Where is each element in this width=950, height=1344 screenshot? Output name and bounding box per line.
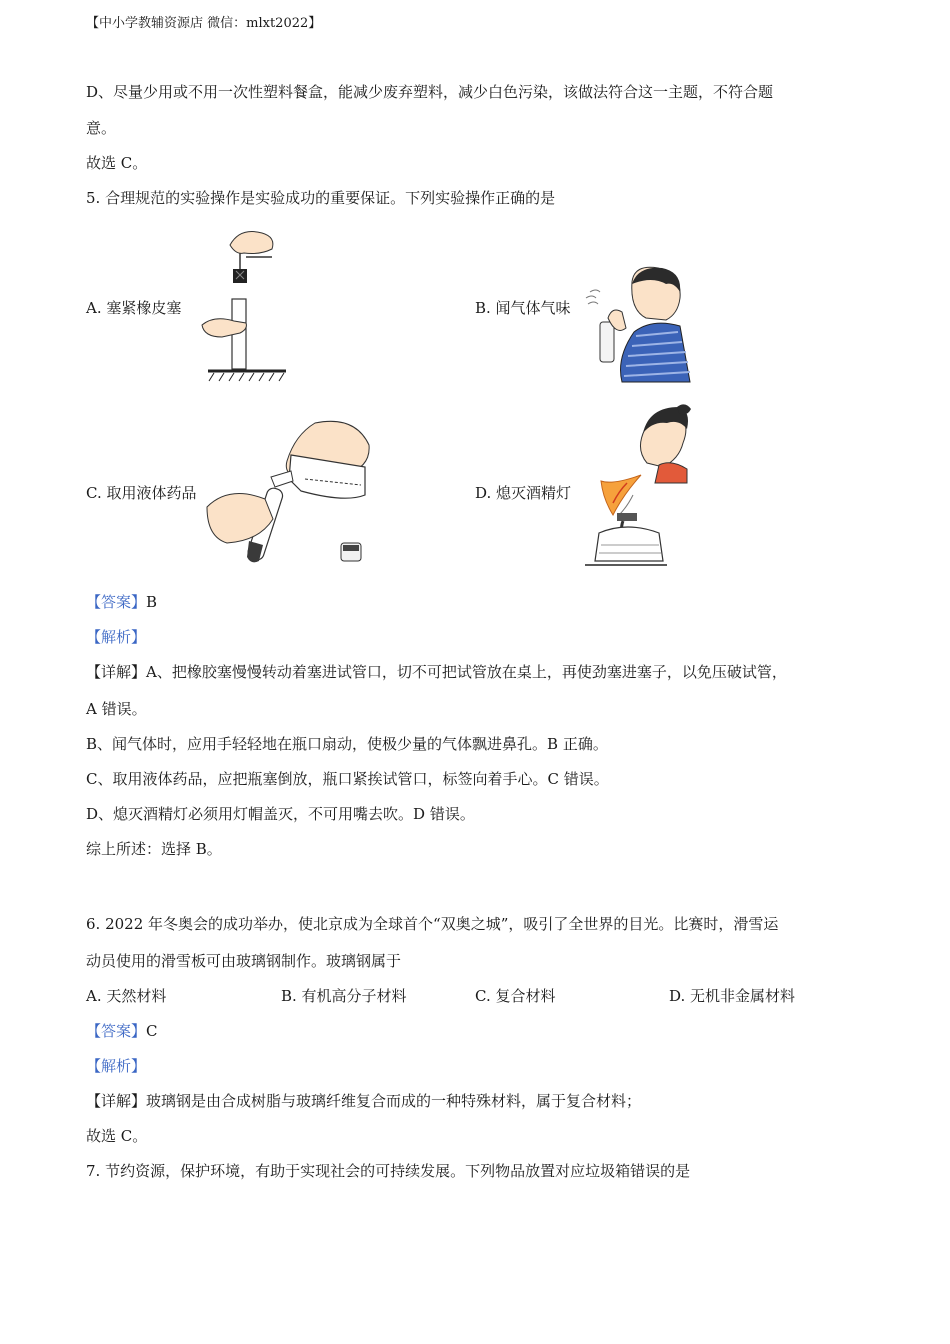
q5-detail-a-line1	[86, 662, 787, 682]
q6-choice-a: A. 天然材料	[86, 987, 167, 1005]
q5-option-d-label: D. 熄灭酒精灯	[475, 484, 572, 502]
q6-analysis-tag: 【解析】	[86, 1057, 147, 1075]
detail-text: A、把橡胶塞慢慢转动着塞进试管口，切不可把试管放在桌上，再使劲塞进塞子，以免压破试管，	[146, 663, 787, 681]
detail-tag: 【详解】	[86, 1092, 147, 1110]
q6-answer-line	[86, 1021, 158, 1041]
q6-stem-line2: 动员使用的滑雪板可由玻璃钢制作。玻璃钢属于	[86, 952, 402, 970]
q5-option-b-label: B. 闻气体气味	[475, 299, 571, 317]
q7-stem: 7. 节约资源，保护环境，有助于实现社会的可持续发展。下列物品放置对应垃圾箱错误的是	[86, 1162, 691, 1180]
q5-summary: 综上所述：选择 B。	[86, 840, 222, 858]
pour-liquid-figure	[205, 415, 375, 567]
q5-detail-d: D、熄灭酒精灯必须用灯帽盖灭，不可用嘴去吹。D 错误。	[86, 805, 475, 823]
answer-value: B	[146, 593, 158, 611]
answer-value: C	[146, 1022, 158, 1040]
q6-stem-line1: 6. 2022 年冬奥会的成功举办，使北京成为全球首个“双奥之城”，吸引了全世界的目光。比赛时，滑雪运	[86, 915, 779, 933]
alcohol-lamp-figure	[583, 403, 695, 569]
detail-tag: 【详解】	[86, 663, 147, 681]
answer-tag: 【答案】	[86, 593, 147, 611]
detail-text: 玻璃钢是由合成树脂与玻璃纤维复合而成的一种特殊材料，属于复合材料；	[146, 1092, 642, 1110]
q5-stem: 5. 合理规范的实验操作是实验成功的重要保证。下列实验操作正确的是	[86, 189, 556, 207]
q6-detail	[86, 1091, 641, 1111]
q6-choose: 故选 C。	[86, 1127, 148, 1145]
page-header: 【中小学教辅资源店 微信：mlxt2022】	[86, 16, 322, 31]
stopper-figure	[200, 225, 290, 385]
q4-choose: 故选 C。	[86, 154, 148, 172]
q4-option-d-line2: 意。	[86, 119, 117, 137]
q6-choice-c: C. 复合材料	[475, 987, 556, 1005]
q5-detail-c: C、取用液体药品，应把瓶塞倒放，瓶口紧挨试管口，标签向着手心。C 错误。	[86, 770, 609, 788]
q6-choice-d: D. 无机非金属材料	[669, 987, 796, 1005]
q5-analysis-tag: 【解析】	[86, 628, 147, 646]
answer-tag: 【答案】	[86, 1022, 147, 1040]
q4-option-d-line1: D、尽量少用或不用一次性塑料餐盒，能减少废弃塑料，减少白色污染，该做法符合这一主题，不符合题	[86, 83, 774, 101]
smell-gas-figure	[582, 262, 694, 384]
q5-option-c-label: C. 取用液体药品	[86, 484, 197, 502]
q5-detail-a-line2: A 错误。	[86, 700, 147, 718]
q5-option-a-label: A. 塞紧橡皮塞	[86, 299, 182, 317]
q6-choice-b: B. 有机高分子材料	[281, 987, 407, 1005]
q5-detail-b: B、闻气体时，应用手轻轻地在瓶口扇动，使极少量的气体飘进鼻孔。B 正确。	[86, 735, 608, 753]
q5-answer-line	[86, 592, 157, 612]
